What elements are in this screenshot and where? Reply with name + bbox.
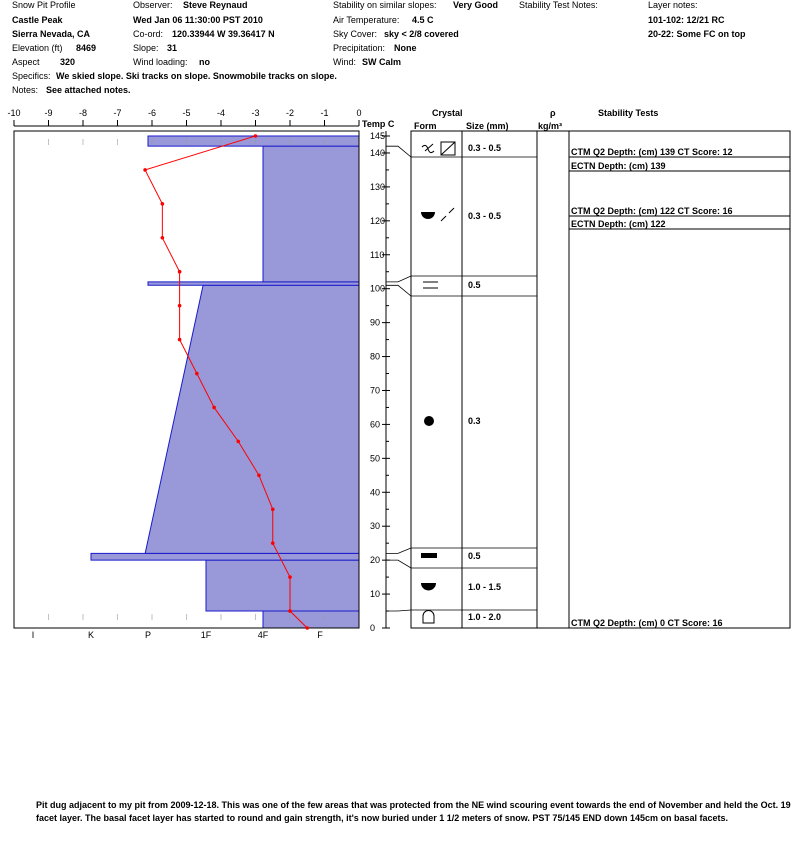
height-tick-label: 140: [370, 147, 386, 158]
coord-value: 120.33944 W 39.36417 N: [172, 29, 275, 39]
stability-label: Stability on similar slopes:: [333, 0, 437, 10]
height-tick-label: 100: [370, 283, 386, 294]
aspect-value: 320: [60, 57, 76, 67]
height-tick-label: 110: [370, 249, 385, 260]
air-temp-label: Air Temperature:: [333, 15, 400, 25]
temperature-point: [305, 626, 309, 630]
hardness-label: 4F: [257, 630, 269, 640]
elevation-label: Elevation (ft): [12, 43, 63, 53]
coord-label: Co-ord:: [133, 29, 164, 39]
hardness-label: K: [87, 630, 95, 640]
hardness-axis: [32, 630, 324, 640]
precip-particle-icon: [422, 144, 434, 153]
layer-note-2: 20-22: Some FC on top: [648, 29, 746, 39]
height-axis: [370, 131, 390, 633]
temp-tick-label: -9: [44, 108, 53, 118]
hardness-layer-shape: [206, 560, 359, 611]
temperature-point: [178, 304, 182, 308]
rho-unit-header: kg/m³: [538, 121, 563, 131]
temperature-point: [161, 202, 165, 206]
crystal-table: [386, 131, 569, 628]
crystal-size: 0.5: [468, 551, 481, 561]
height-tick-label: 120: [370, 215, 386, 226]
date-value: Wed Jan 06 11:30:00 PST 2010: [133, 15, 263, 25]
crystal-size: 0.3 - 0.5: [468, 211, 502, 221]
temperature-point: [143, 168, 147, 172]
rounds-icon: [424, 416, 434, 426]
hardness-layer-shape: [91, 553, 359, 560]
height-tick-label: 145: [370, 131, 386, 141]
hardness-label: 1F: [200, 630, 212, 640]
observer-value: Steve Reynaud: [183, 0, 248, 10]
precip-label: Precipitation:: [333, 43, 386, 53]
form-column-header: Form: [414, 121, 437, 131]
temp-column-header: Temp C: [362, 119, 395, 129]
temperature-point: [195, 372, 199, 376]
wind-loading-value: no: [199, 57, 210, 67]
temp-tick-label: -2: [285, 108, 295, 118]
stability-test-text: ECTN Depth: (cm) 139: [571, 161, 666, 171]
stability-notes-label: Stability Test Notes:: [519, 0, 598, 10]
wind-value: SW Calm: [362, 57, 402, 67]
pit-notes: Pit dug adjacent to my pit from 2009-12-18. This was one of the few areas that was protected from the NE wind scouring event towards the end of November and held the Oct. 19 facet layer. The basal facet layer has started to round and gain strength, it's now buried under 1 1/2 meters of snow. PST 75/145 END down 145cm on basal facets.: [36, 800, 791, 823]
temp-tick-label: -7: [113, 108, 122, 118]
hardness-profile: [91, 136, 359, 628]
specifics-value: We skied slope. Ski tracks on slope. Snowmobile tracks on slope.: [56, 71, 337, 81]
ice-layer-icon: [421, 553, 437, 558]
profile-title: Snow Pit Profile: [12, 0, 76, 10]
elevation-value: 8469: [76, 43, 97, 53]
wind-label: Wind:: [333, 57, 357, 67]
height-tick-label: 130: [370, 181, 386, 192]
layer-note-1: 101-102: 12/21 RC: [648, 15, 725, 25]
height-tick-label: 70: [370, 385, 381, 396]
stability-tests-table: [569, 131, 790, 628]
pit-name: Castle Peak: [12, 15, 63, 25]
rounding-icon: [421, 212, 435, 219]
temp-tick-label: -4: [216, 108, 226, 118]
temperature-point: [178, 270, 182, 274]
temperature-point: [161, 236, 165, 240]
rounding-facet-icon: [421, 583, 436, 591]
crystal-size: 1.0 - 1.5: [468, 582, 502, 592]
temperature-point: [288, 609, 292, 613]
height-tick-label: 10: [370, 589, 381, 600]
sky-value: sky < 2/8 covered: [384, 29, 459, 39]
height-tick-label: 40: [370, 487, 381, 498]
temp-tick-label: -3: [251, 108, 260, 118]
rho-column-header: ρ: [550, 108, 556, 118]
notes-label: Notes:: [12, 85, 39, 95]
height-tick-label: 0: [370, 623, 376, 633]
temperature-point: [212, 406, 216, 410]
layer-notes-label: Layer notes:: [648, 0, 698, 10]
height-tick-label: 50: [370, 453, 381, 464]
temperature-point: [254, 134, 258, 138]
notes-value: See attached notes.: [46, 85, 131, 95]
temperature-point: [178, 338, 182, 342]
hardness-layer-shape: [148, 136, 359, 146]
temp-tick-label: -8: [78, 108, 88, 118]
hardness-label: F: [317, 630, 323, 640]
slope-label: Slope:: [133, 43, 159, 53]
region: Sierra Nevada, CA: [12, 29, 91, 39]
temp-tick-label: 0: [356, 108, 362, 118]
stability-tests-header: Stability Tests: [598, 108, 659, 118]
stability-test-text: CTM Q2 Depth: (cm) 139 CT Score: 12: [571, 147, 733, 157]
temperature-point: [271, 541, 275, 545]
air-temp-value: 4.5 C: [412, 15, 434, 25]
temp-tick-label: -10: [7, 108, 21, 118]
size-column-header: Size (mm): [466, 121, 509, 131]
crystal-column-header: Crystal: [432, 108, 463, 118]
temp-tick-label: -5: [182, 108, 191, 118]
temperature-point: [257, 474, 261, 478]
hardness-label: P: [144, 630, 152, 640]
crystal-size: 0.3 - 0.5: [468, 143, 502, 153]
height-tick-label: 80: [370, 351, 381, 362]
fragment-icon: [441, 216, 446, 221]
hardness-layer-shape: [263, 146, 359, 282]
height-tick-label: 90: [370, 317, 381, 328]
temp-tick-label: -6: [147, 108, 157, 118]
height-tick-label: 20: [370, 555, 381, 566]
temperature-point: [236, 440, 240, 444]
wind-loading-label: Wind loading:: [133, 57, 188, 67]
aspect-label: Aspect: [12, 57, 40, 67]
slope-value: 31: [167, 43, 178, 53]
stability-value: Very Good: [453, 0, 499, 10]
precip-value: None: [394, 43, 417, 53]
crystal-size: 0.5: [468, 280, 481, 290]
facet-icon-diagonal: [441, 142, 455, 155]
height-tick-label: 60: [370, 419, 381, 430]
fragment-icon: [449, 208, 454, 213]
stability-test-text: CTM Q2 Depth: (cm) 0 CT Score: 16: [571, 618, 723, 628]
temp-tick-label: -1: [320, 108, 329, 118]
stability-test-text: CTM Q2 Depth: (cm) 122 CT Score: 16: [571, 206, 733, 216]
observer-label: Observer:: [133, 0, 173, 10]
hardness-layer-shape: [263, 611, 359, 628]
specifics-label: Specifics:: [12, 71, 51, 81]
crystal-size: 0.3: [468, 416, 481, 426]
depth-hoar-icon: [423, 611, 434, 624]
height-tick-label: 30: [370, 521, 381, 532]
hardness-layer-shape: [145, 285, 359, 553]
hardness-label: I: [31, 630, 35, 640]
stability-test-text: ECTN Depth: (cm) 122: [571, 219, 666, 229]
temperature-point: [288, 575, 292, 579]
crystal-size: 1.0 - 2.0: [468, 612, 502, 622]
sky-label: Sky Cover:: [333, 29, 378, 39]
temperature-point: [271, 507, 275, 511]
